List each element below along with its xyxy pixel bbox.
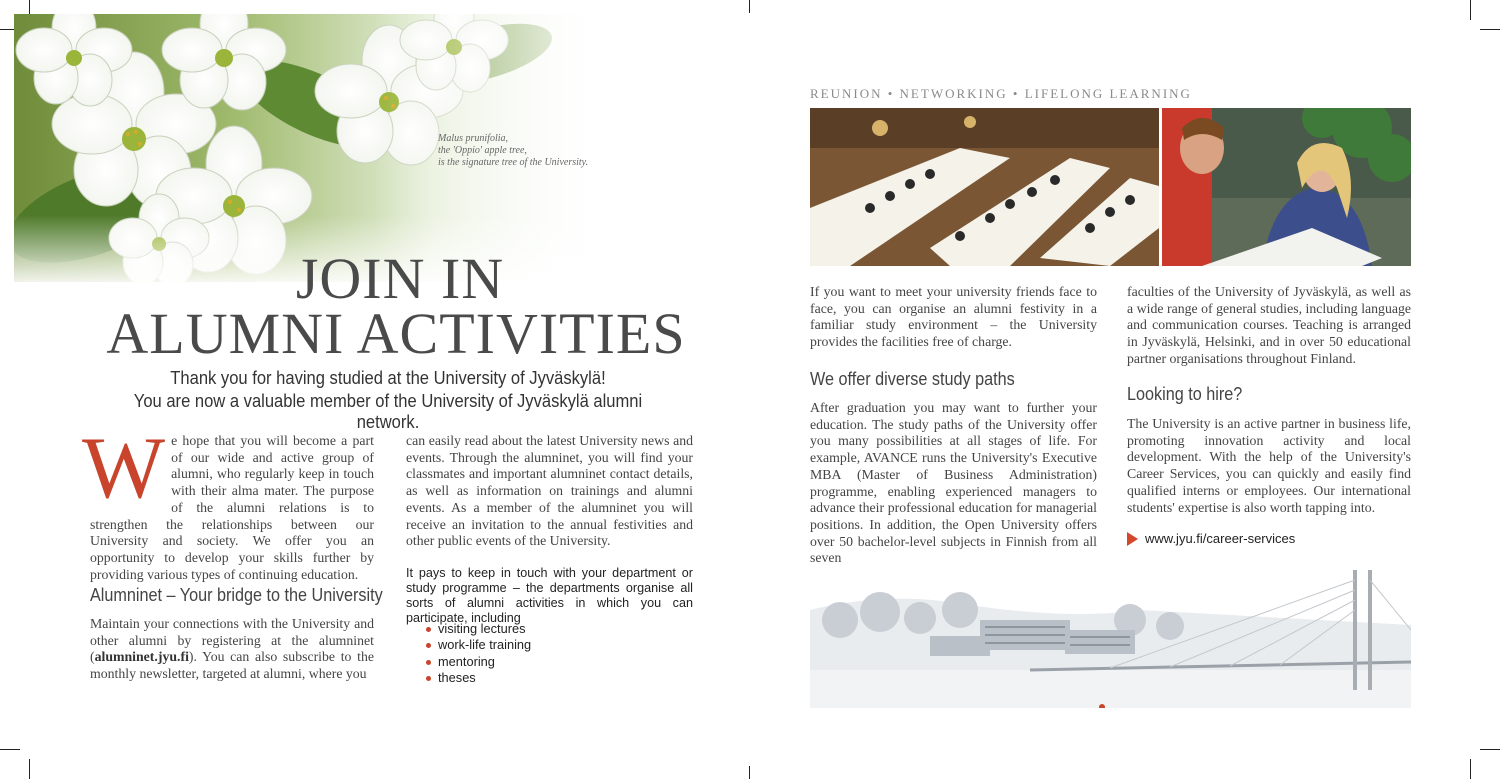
caption-line: is the signature tree of the University. xyxy=(438,157,589,168)
list-item: mentoring xyxy=(426,654,531,670)
crop-mark xyxy=(749,0,750,13)
alumninet-paragraph xyxy=(90,616,374,683)
alumninet-paragraph-continued: can easily read about the latest University news and events. Through the alumninet, you will find your classmates and important alumninet contact details, as well as information on trainings and alumni events. As a member of the alumninet you will receive an invitation to the annual festivities and other public events of the University. xyxy=(406,433,693,549)
crop-mark xyxy=(749,766,750,779)
drop-cap: W xyxy=(82,420,166,517)
activities-list xyxy=(426,621,531,687)
page-title-line1: JOIN IN xyxy=(295,246,505,311)
crop-mark xyxy=(1480,29,1500,30)
career-services-url[interactable]: www.jyu.fi/career-services xyxy=(1145,531,1296,546)
intro-paragraph xyxy=(82,420,374,583)
crop-mark xyxy=(1470,0,1471,20)
intro-line1: Thank you for having studied at the University of Jyväskylä! xyxy=(170,368,606,388)
students-photo xyxy=(1162,108,1411,266)
alumninet-link[interactable]: alumninet.jyu.fi xyxy=(94,649,189,665)
arrow-right-icon xyxy=(1127,532,1138,546)
students-illustration xyxy=(1162,108,1411,266)
list-item: visiting lectures xyxy=(426,621,531,637)
winter-campus-photo xyxy=(810,570,1411,708)
crop-mark xyxy=(1470,759,1471,779)
reunion-dinner-photo xyxy=(810,108,1159,266)
faculties-paragraph: faculties of the University of Jyväskylä, as well as a wide range of general studies, including language and communication courses. Teaching is arranged in Jyväskylä, Helsinki, and in over 50 educational partner organisations throughout Finland. xyxy=(1127,284,1411,366)
list-item: theses xyxy=(426,670,531,686)
alumninet-text-before: Maintain your connections with the University and other alumni by registering at the alumninet ( xyxy=(90,616,374,665)
crop-mark xyxy=(29,759,30,779)
tagline: REUNION • NETWORKING • LIFELONG LEARNING xyxy=(810,86,1192,101)
hire-paragraph: The University is an active partner in business life, promoting innovation activity and local development. With the help of the University's Career Services, you can quickly and easily find qualified interns or employees. Our international students' expertise is also worth tapping into. xyxy=(1127,416,1411,515)
banquet-illustration xyxy=(810,108,1159,266)
hire-heading: Looking to hire? xyxy=(1127,384,1243,404)
intro-line2: You are now a valuable member of the University of Jyväskylä alumni network. xyxy=(133,391,643,432)
study-paths-heading: We offer diverse study paths xyxy=(810,369,1015,389)
caption-line: the 'Oppio' apple tree, xyxy=(438,145,527,156)
intro-paragraph-text: e hope that you will become a part of our wide and active group of alumni, who regularly keep in touch with their alma mater. The purpose of the alumni relations is to strengthen the relationships between our University and society. We offer you an opportunity to develop your skills further by providing various types of continuing education. xyxy=(90,433,374,582)
career-services-link[interactable] xyxy=(1127,531,1295,546)
page-title-line2: ALUMNI ACTIVITIES xyxy=(106,301,686,366)
caption-line: Malus prunifolia, xyxy=(438,133,509,144)
crop-mark xyxy=(1480,749,1500,750)
image-caption xyxy=(438,133,638,169)
reunion-paragraph: If you want to meet your university friends face to face, you can organise an alumni festivity in a familiar study environment – the University provides the facilities free of charge. xyxy=(810,284,1097,350)
list-item: work-life training xyxy=(426,637,531,653)
study-paths-paragraph: After graduation you may want to further your education. The study paths of the University offer you many possibilities at all stages of life. For example, AVANCE runs the University's Executive MBA (Master of Business Administration) programme, enabling experienced managers to advance their professional education for managerial positions. In addition, the Open University offers over 50 bachelor-level subjects in Finnish from all seven xyxy=(810,400,1097,566)
crop-mark xyxy=(0,749,20,750)
winter-bridge-illustration xyxy=(810,570,1411,708)
departments-paragraph: It pays to keep in touch with your department or study programme – the departments organise all sorts of alumni activities in which you can participate, including xyxy=(406,566,693,625)
alumninet-text-after: ). You can also subscribe to the monthly newsletter, targeted at alumni, where you xyxy=(90,649,374,682)
alumninet-heading: Alumninet – Your bridge to the University xyxy=(90,585,383,605)
